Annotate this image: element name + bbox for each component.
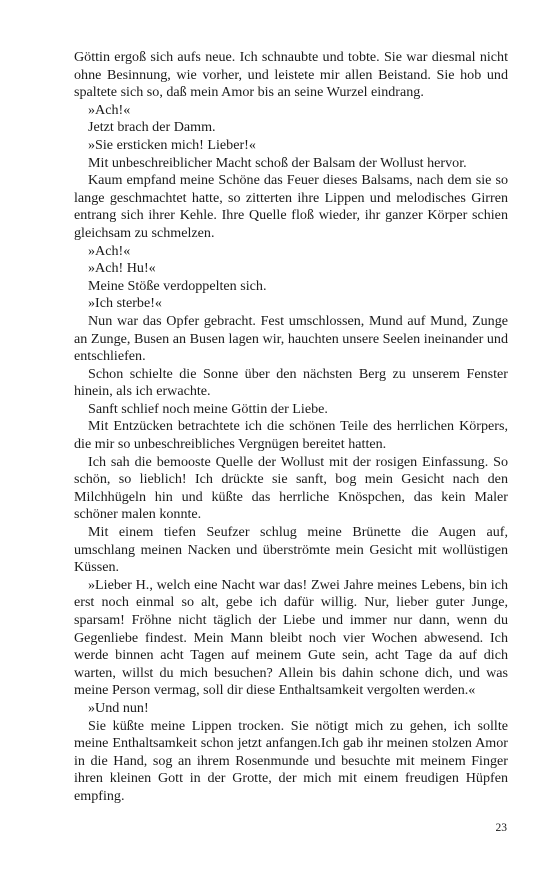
paragraph: »Und nun! xyxy=(88,699,149,716)
body-text xyxy=(74,49,508,806)
paragraph: Nun war das Opfer gebracht. Fest umschlossen, Mund auf Mund, Zunge an Zunge, Busen an Busen lagen wir, hauchten unsere Seelen ineinander und entschliefen. xyxy=(74,312,508,365)
paragraph: »Ach!« xyxy=(88,242,131,259)
paragraph: »Ach! Hu!« xyxy=(88,260,156,277)
paragraph: Meine Stöße verdoppelten sich. xyxy=(88,277,267,294)
paragraph: »Sie ersticken mich! Lieber!« xyxy=(88,136,256,153)
paragraph: Sanft schlief noch meine Göttin der Liebe. xyxy=(88,400,328,417)
paragraph: »Ach!« xyxy=(88,101,131,118)
paragraph: Jetzt brach der Damm. xyxy=(88,119,216,136)
paragraph: Schon schielte die Sonne über den nächsten Berg zu unserem Fenster hinein, als ich erwachte. xyxy=(74,365,508,400)
paragraph: Mit Entzücken betrachtete ich die schönen Teile des herrlichen Körpers, die mir so unbeschreibliches Vergnügen bereitet hatten. xyxy=(74,418,508,453)
paragraph: Sie küßte meine Lippen trocken. Sie nötigt mich zu gehen, ich sollte meine Enthaltsamkeit schon jetzt anfangen.Ich gab ihr meinen stolzen Amor in die Hand, sog an ihrem Rosenmunde und besuchte mit meinem Finger ihren kleinen Gott in der Grotte, der mich mit einem freudigen Hüpfen empfing. xyxy=(74,717,508,804)
paragraph: Göttin ergoß sich aufs neue. Ich schnaubte und tobte. Sie war diesmal nicht ohne Besinnung, wie vorher, und leistete mir allen Beistand. Sie hob und spaltete sich so, daß mein Amor bis an seine Wurzel eindrang. xyxy=(74,49,508,101)
paragraph: »Lieber H., welch eine Nacht war das! Zwei Jahre meines Lebens, bin ich erst noch einmal so alt, gebe ich dafür willig. Nur, lieber guter Junge, sparsam! Fröhne nicht täglich der Liebe und immer nur dann, wenn du Gegenliebe findest. Mein Mann bleibt noch vier Wochen abwesend. Ich werde binnen acht Tagen auf meinem Gute sein, acht Tage da auf dich warten, willst du mich besuchen? Allein bis dahin schone dich, und was meine Person vermag, soll dir diese Enthaltsamkeit vergolten werden.« xyxy=(74,576,508,699)
paragraph: Mit unbeschreiblicher Macht schoß der Balsam der Wollust hervor. xyxy=(88,154,467,171)
page-number: 23 xyxy=(495,822,507,834)
paragraph: Ich sah die bemooste Quelle der Wollust mit der rosigen Einfassung. So schön, so lieblich! Ich drückte sie sanft, bog mein Gesicht nach den Milchhügeln hin und küßte das herrliche Knöspchen, das kein Maler schöner malen konnte. xyxy=(74,453,508,523)
paragraph: Mit einem tiefen Seufzer schlug meine Brünette die Augen auf, umschlang meinen Nacken und überströmte mein Gesicht mit wollüstigen Küssen. xyxy=(74,524,508,576)
paragraph: Kaum empfand meine Schöne das Feuer dieses Balsams, nach dem sie so lange geschmachtet hatte, so zitterten ihre Lippen und melodisches Girren entrang sich ihrer Kehle. Ihre Quelle floß wieder, ihr ganzer Körper schien gleichsam zu schmelzen. xyxy=(74,172,508,241)
paragraph: »Ich sterbe!« xyxy=(88,295,162,312)
